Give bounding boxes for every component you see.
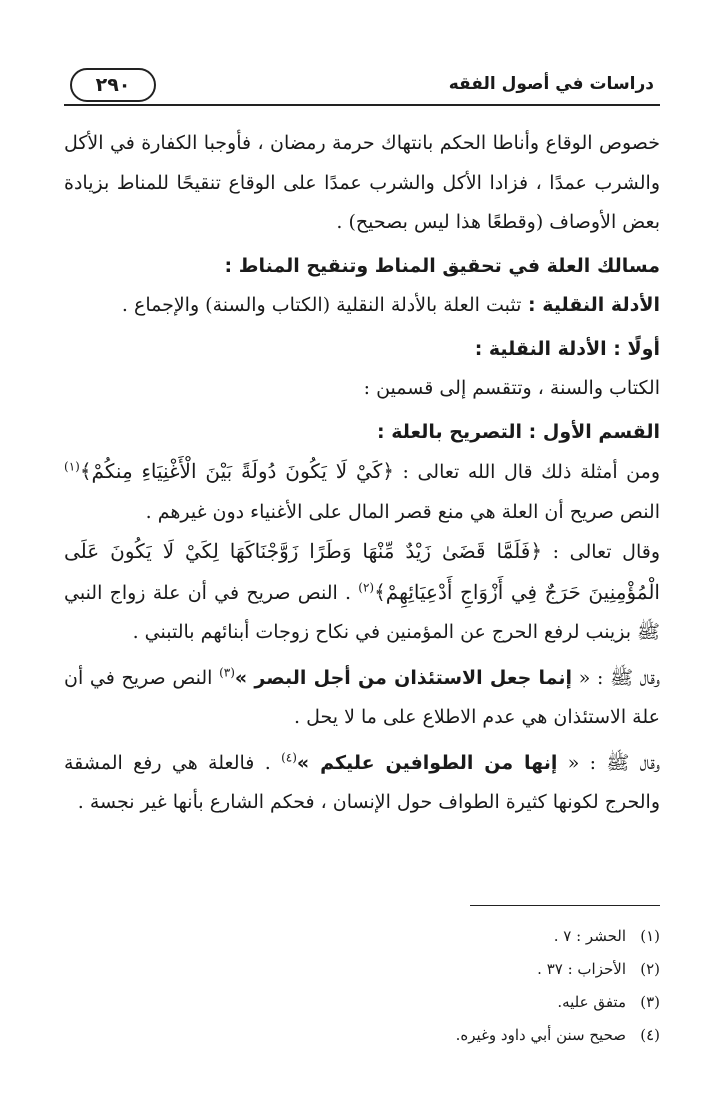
footnote-ref: (١) (64, 459, 80, 474)
page-number: ٢٩٠ (70, 68, 156, 102)
header-rule (64, 104, 660, 106)
paragraph: الكتاب والسنة ، وتتقسم إلى قسمين : (363, 377, 660, 399)
paragraph (64, 286, 660, 326)
footnote-ref: (٢) (358, 580, 375, 595)
paragraph-text: النص صريح في أن علة الاستئذان هي عدم الاطلاع على ما لا يحل . (64, 666, 660, 728)
footnote-ref: (٤) (281, 750, 297, 765)
paragraph (64, 659, 660, 738)
section-heading: مسالك العلة في تحقيق المناط وتنقيح المناط : (224, 254, 660, 277)
footnote-separator (470, 905, 660, 906)
paragraph-text: وقال ﷺ : « (557, 751, 661, 774)
paragraph-text: النص صريح أن العلة هي منع قصر المال على الأغنياء دون غيرهم . (145, 500, 660, 523)
paragraph-text: ومن أمثلة ذلك قال الله تعالى : (393, 461, 660, 483)
paragraph (64, 452, 660, 532)
paragraph-text: وقال ﷺ : « (572, 666, 661, 689)
quran-verse: ﴿فَلَمَّا قَضَىٰ زَيْدٌ مِّنْهَا وَطَرًا زَوَّجْنَاكَهَا لِكَيْ لَا يَكُونَ عَلَى الْمُؤْمِنِينَ حَرَجٌ فِي أَزْوَاجِ أَدْعِيَائِهِمْ﴾ (64, 539, 660, 604)
paragraph (64, 744, 660, 823)
paragraph-text: تثبت العلة بالأدلة النقلية (الكتاب والسنة) والإجماع . (121, 294, 522, 316)
footnote: (٣)متفق عليه. (557, 993, 660, 1011)
footnote: (٢)الأحزاب : ٣٧ . (537, 960, 660, 978)
hadith-text: إنها من الطوافين عليكم » (296, 751, 558, 774)
running-title: دراسات في أصول الفقه (448, 74, 654, 94)
footnote-ref: (٣) (219, 665, 235, 680)
paragraph-text: وقال تعالى : (542, 541, 661, 563)
footnotes (64, 920, 660, 1052)
subheading: أولًا : الأدلة النقلية : (474, 337, 660, 360)
main-text (64, 124, 660, 823)
hadith-text: إنما جعل الاستئذان من أجل البصر » (234, 666, 573, 689)
page-header (64, 62, 660, 108)
paragraph-text: . النص صريح في أن علة زواج النبي ﷺ بزينب لرفع الحرج عن المؤمنين في نكاح زوجات أبنائهم بالتبني . (64, 581, 660, 643)
footnote: (١)الحشر : ٧ . (553, 927, 660, 945)
quran-verse: ﴿كَيْ لَا يَكُونَ دُولَةً بَيْنَ الْأَغْنِيَاءِ مِنكُمْ﴾ (79, 459, 394, 483)
paragraph-text: . فالعلة هي رفع المشقة والحرج لكونها كثيرة الطواف حول الإنسان ، فحكم الشارع بأنها غير نجسة . (64, 751, 660, 813)
paragraph: خصوص الوقاع وأناطا الحكم بانتهاك حرمة رمضان ، فأوجبا الكفارة في الأكل والشرب عمدًا ، فزادا الأكل والشرب عمدًا على الوقاع تنقيحًا للمناط بزيادة بعض الأوصاف (وقطعًا هذا ليس بصحيح) . (64, 132, 660, 233)
paragraph (64, 532, 660, 653)
term-label: الأدلة النقلية : (521, 294, 660, 316)
footnote: (٤)صحيح سنن أبي داود وغيره. (455, 1026, 660, 1044)
subheading: القسم الأول : التصريح بالعلة : (377, 420, 660, 443)
